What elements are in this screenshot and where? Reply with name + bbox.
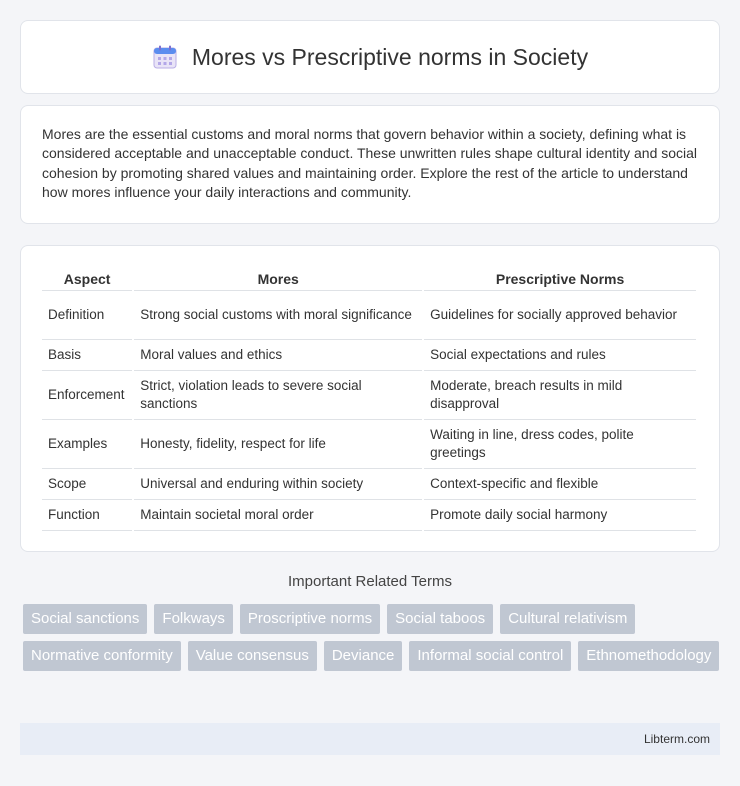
tag-value-consensus[interactable]: Value consensus xyxy=(188,641,317,671)
cell-mores: Strict, violation leads to severe social sanctions xyxy=(134,371,422,420)
cell-mores: Moral values and ethics xyxy=(134,340,422,371)
cell-mores: Honesty, fidelity, respect for life xyxy=(134,420,422,469)
table-row xyxy=(42,291,696,340)
page-title: Mores vs Prescriptive norms in Society xyxy=(191,43,589,70)
table-row xyxy=(42,340,696,371)
comparison-table-card xyxy=(20,245,720,552)
table-row xyxy=(42,420,696,469)
cell-mores: Universal and enduring within society xyxy=(134,469,422,500)
title-wrap xyxy=(152,44,588,71)
cell-prescriptive: Guidelines for socially approved behavior xyxy=(424,291,696,340)
tag-folkways[interactable]: Folkways xyxy=(154,604,233,634)
cell-mores: Maintain societal moral order xyxy=(134,500,422,531)
cell-prescriptive: Waiting in line, dress codes, polite greetings xyxy=(424,420,696,469)
cell-mores: Strong social customs with moral significance xyxy=(134,291,422,340)
tag-social-taboos[interactable]: Social taboos xyxy=(387,604,493,634)
intro-card xyxy=(20,105,720,224)
header-prescriptive-norms: Prescriptive Norms xyxy=(424,266,696,291)
tag-proscriptive-norms[interactable]: Proscriptive norms xyxy=(240,604,380,634)
comparison-table xyxy=(40,266,698,531)
table-header-row xyxy=(42,266,696,291)
tag-cultural-relativism[interactable]: Cultural relativism xyxy=(500,604,635,634)
cell-aspect: Examples xyxy=(42,420,132,469)
cell-aspect: Basis xyxy=(42,340,132,371)
footer-link[interactable]: Libterm.com xyxy=(643,732,710,746)
table-row xyxy=(42,469,696,500)
tag-social-sanctions[interactable]: Social sanctions xyxy=(23,604,147,634)
cell-prescriptive: Moderate, breach results in mild disapproval xyxy=(424,371,696,420)
calendar-icon xyxy=(152,44,178,70)
table-row xyxy=(42,500,696,531)
header-card xyxy=(20,20,720,94)
cell-aspect: Definition xyxy=(42,291,132,340)
header-mores: Mores xyxy=(134,266,422,291)
cell-aspect: Scope xyxy=(42,469,132,500)
cell-aspect: Enforcement xyxy=(42,371,132,420)
cell-prescriptive: Promote daily social harmony xyxy=(424,500,696,531)
intro-text: Mores are the essential customs and moral norms that govern behavior within a society, defining what is considered acceptable and unacceptable conduct. These unwritten rules shape cultural identity and social cohesion by promoting shared values and maintaining order. Explore the rest of the article to understand how mores influence your daily interactions and community. xyxy=(42,126,698,200)
related-tags xyxy=(23,604,723,671)
tag-informal-social-control[interactable]: Informal social control xyxy=(409,641,571,671)
table-row xyxy=(42,371,696,420)
header-aspect: Aspect xyxy=(42,266,132,291)
cell-prescriptive: Context-specific and flexible xyxy=(424,469,696,500)
cell-aspect: Function xyxy=(42,500,132,531)
related-terms-title: Important Related Terms xyxy=(288,573,452,590)
tag-ethnomethodology[interactable]: Ethnomethodology xyxy=(578,641,719,671)
tag-normative-conformity[interactable]: Normative conformity xyxy=(23,641,181,671)
cell-prescriptive: Social expectations and rules xyxy=(424,340,696,371)
footer xyxy=(20,723,720,755)
tag-deviance[interactable]: Deviance xyxy=(324,641,403,671)
